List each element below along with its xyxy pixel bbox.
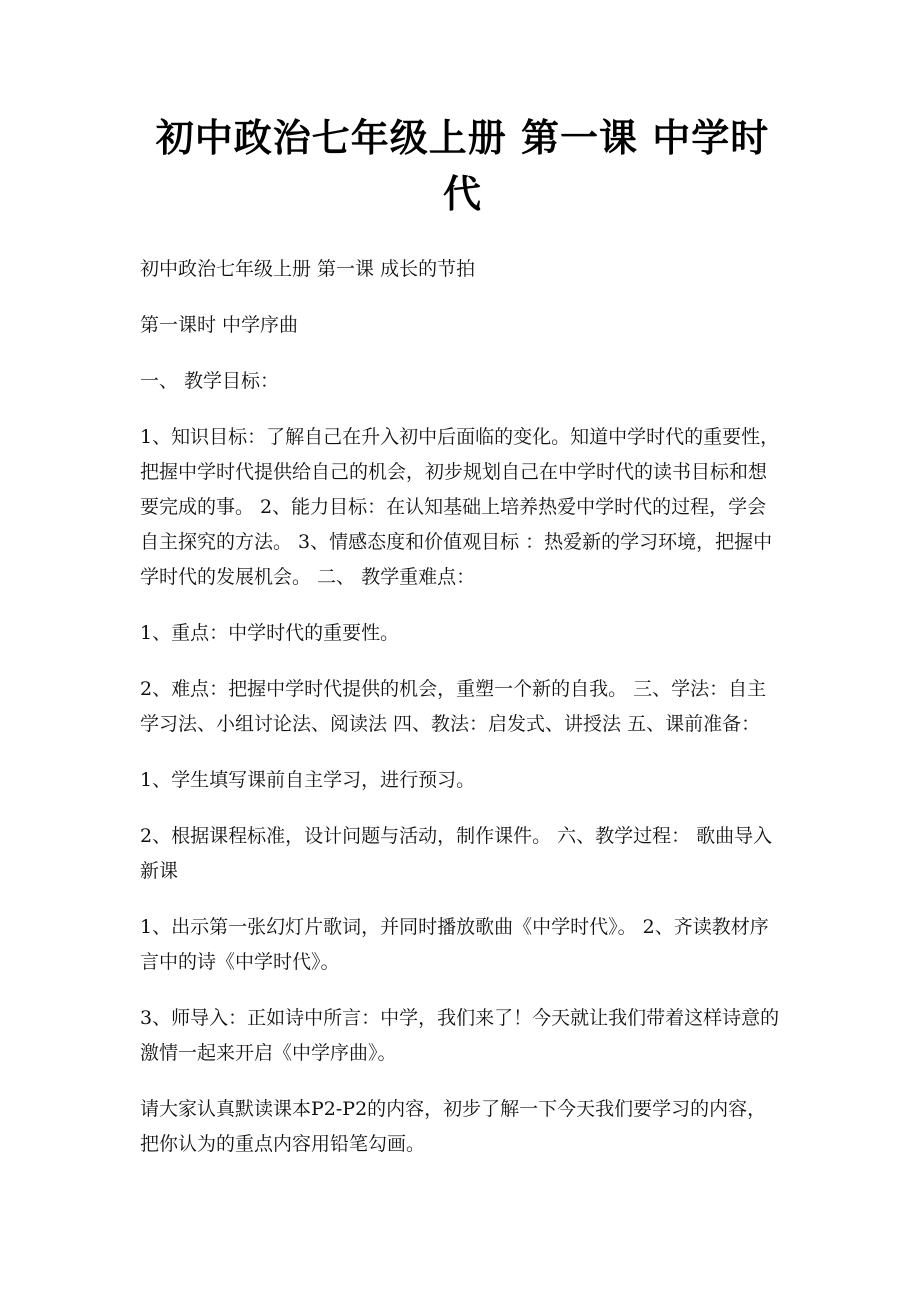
paragraph-difficulty: 2、难点：把握中学时代提供的机会，重塑一个新的自我。 三、学法：自主学习法、小组讨论法、阅读法 四、教法：启发式、讲授法 五、课前准备：	[140, 678, 767, 735]
paragraph-preparation-1: 1、学生填写课前自主学习，进行预习。	[140, 769, 476, 791]
paragraph-song-intro: 1、出示第一张幻灯片歌词，并同时播放歌曲《中学时代》。 2、齐读教材序言中的诗《中学时代》。	[140, 916, 769, 973]
paragraph-objectives: 1、知识目标：了解自己在升入初中后面临的变化。知道中学时代的重要性，把握中学时代提供给自己的机会，初步规划自己在中学时代的读书目标和想要完成的事。 2、能力目标：在认知基础上培养热爱中学时代的过程，学会自主探究的方法。 3、情感态度和价值观目标 ：热爱新的学习环境，把握中学时代的发展机会。 二、 教学重难点：	[140, 426, 780, 588]
document-title: 初中政治七年级上册 第一课 中学时代	[155, 115, 770, 216]
paragraph-preparation-2: 2、根据课程标准，设计问题与活动，制作课件。 六、教学过程： 歌曲导入新课	[140, 825, 773, 882]
section-heading-objectives: 一、 教学目标：	[140, 370, 280, 392]
lesson-period: 第一课时 中学序曲	[140, 314, 299, 336]
paragraph-reading-task: 请大家认真默读课本P2-P2的内容，初步了解一下今天我们要学习的内容，把你认为的重点内容用铅笔勾画。	[140, 1098, 767, 1155]
paragraph-key-point: 1、重点：中学时代的重要性。	[140, 622, 400, 644]
paragraph-teacher-intro: 3、师导入：正如诗中所言：中学，我们来了！今天就让我们带着这样诗意的激情一起来开启《中学序曲》。	[140, 1007, 780, 1064]
lesson-subtitle: 初中政治七年级上册 第一课 成长的节拍	[140, 258, 476, 280]
